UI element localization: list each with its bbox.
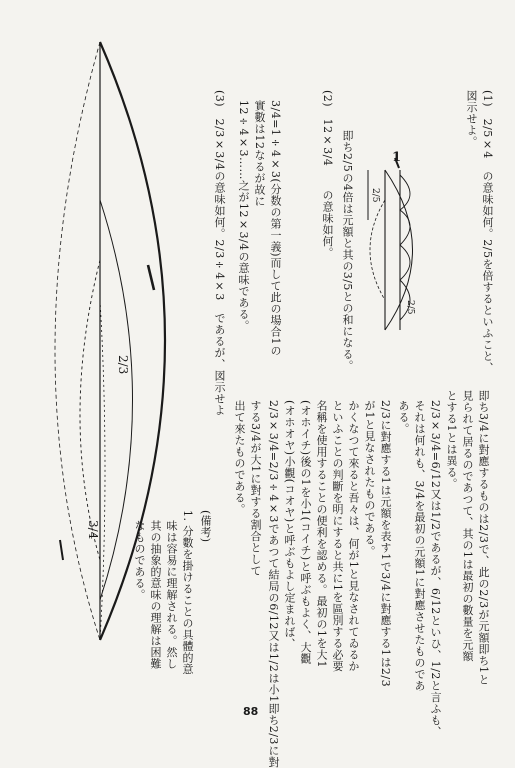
problem2-line2: 3/4=1÷4×3(分数の第一義)而して此の場合1の <box>269 100 282 357</box>
note-line-2: 味は容易に理解される。然し <box>165 520 178 670</box>
note-line-4: なものである。 <box>133 520 146 601</box>
small-fig-frac-right: 2/5 <box>405 300 415 315</box>
problem2-line3: 實數は12なるが故に <box>253 100 266 207</box>
problem1-line2: 図示せよ。 <box>465 90 478 148</box>
large-fig-two-thirds: 2/3 <box>116 355 130 375</box>
large-fig-three-quarters: 3/4 <box>86 520 100 540</box>
problem1-line3: 即ち2/5の4倍は元額と其の3/5との和になる。 <box>341 130 354 372</box>
right-line-2: 見られて居るのであつて、其の1は最初の數量を元額 <box>461 390 474 662</box>
right-line-14: 2/3×3/4=2/3÷4×3であつて結局の6/12又は1/2は小1即ち2/3に對 <box>267 400 280 768</box>
problem1-line1: (1) 2/5×4 の意味如何。2/5を倍するといふこと、 <box>481 90 494 374</box>
note-line-1: 1. 分數を掛けることの具體的意 <box>181 510 194 675</box>
problem2-line4: 12÷4×3……之が12×3/4の意味である。 <box>237 100 250 332</box>
small-fig-frac-left: 2/5 <box>370 188 380 203</box>
right-line-3: とする1とは異る。 <box>445 390 458 490</box>
page-number: 88 <box>243 705 259 718</box>
right-line-10: といふことの判斷を明にすると共に1を區別する必要 <box>331 400 344 672</box>
problem3-line1: (3) 2/3×3/4の意味如何。2/3÷4×3 であるが、図示せよ <box>213 90 226 416</box>
right-line-7: 2/3に對應する1は元額を表す1で3/4に對應する1は2/3 <box>379 400 392 688</box>
note-heading: (備考) <box>199 510 212 543</box>
small-fig-one: 1 <box>392 150 402 165</box>
right-line-4: 2/3×3/4=6/12又は1/2であるが、6/12といひ、1/2と言ふも、 <box>429 400 442 738</box>
right-line-1: 即ち3/4に對應するものは2/3で、此の2/3が元額即ち1と <box>477 390 490 686</box>
right-line-8: が1と見なされたものである。 <box>363 400 376 557</box>
problem2-line1: (2) 12×3/4 の意味如何。 <box>321 90 334 259</box>
right-line-9: かくなつて來ると吾々は、何が1と見なされてゐるか <box>347 400 360 672</box>
right-line-16: 出て來たものである。 <box>233 400 246 515</box>
right-line-15: する3/4が大1に對する割合として <box>249 400 262 577</box>
right-line-11: 名稱を使用することの便利を認める。最初の1を大1 <box>315 400 328 668</box>
right-line-5: それは何れも、3/4を最初の元額1に對應させたものであ <box>413 400 426 692</box>
right-line-6: ある。 <box>397 400 410 435</box>
right-line-13: (オホオヤ)小觀(コオヤ)と呼ぶもよし定まれば、 <box>283 400 296 650</box>
note-line-3: 其の抽象的意味の理解は困難 <box>149 520 162 670</box>
right-line-12: (オホイチ)後の1を小1(コイチ)と呼ぶもよく、大觀 <box>299 400 312 665</box>
